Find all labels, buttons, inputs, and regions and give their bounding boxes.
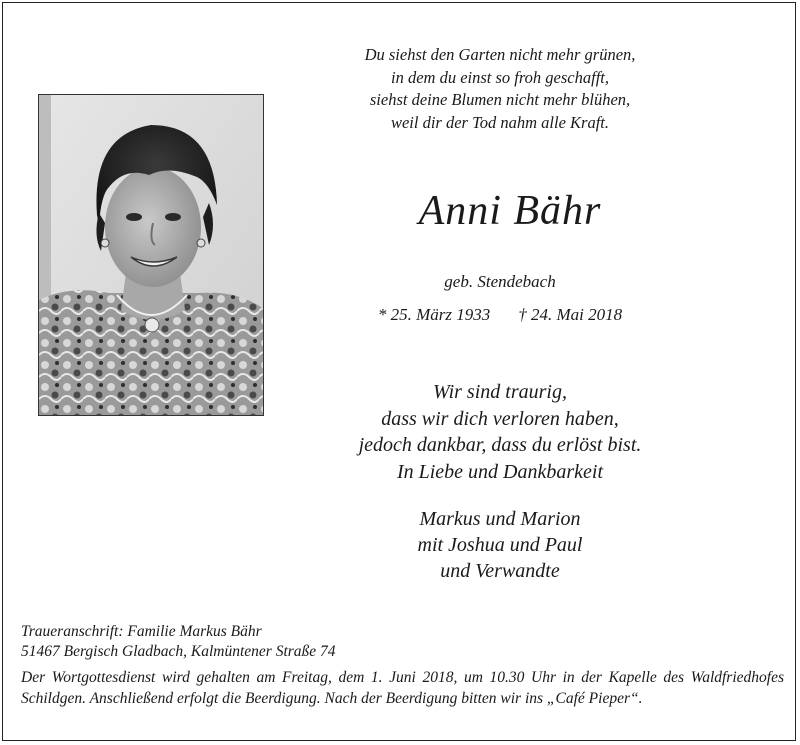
service-info: Der Wortgottesdienst wird gehalten am Freitag, dem 1. Juni 2018, um 10.30 Uhr in der Kapelle des Waldfriedhofes Schildgen. Anschließend erfolgt die Beerdigung. Nach der Beerdigung bitten wir ins „Café Pieper“. [21, 669, 784, 707]
mourner-line: und Verwandte [440, 560, 560, 582]
portrait-photo [38, 94, 264, 416]
life-dates [300, 304, 700, 326]
poem [300, 44, 700, 134]
address-line-1: Traueranschrift: Familie Markus Bähr [21, 623, 262, 640]
mourners [300, 506, 700, 584]
name-text: Anni Bähr [418, 188, 602, 234]
mourner-line: mit Joshua und Paul [417, 534, 583, 556]
birth-date: * 25. März 1933 [377, 305, 491, 324]
mourner-line: Markus und Marion [419, 508, 581, 530]
name-signature [360, 180, 660, 240]
address-line-2: 51467 Bergisch Gladbach, Kalmüntener Straße 74 [21, 643, 336, 660]
mourning-address [21, 622, 721, 662]
verse-line: jedoch dankbar, dass du erlöst bist. [358, 434, 642, 456]
verse-line: dass wir dich verloren haben, [381, 407, 619, 430]
poem-line: Du siehst den Garten nicht mehr grünen, [364, 45, 636, 64]
poem-line: siehst deine Blumen nicht mehr blühen, [369, 90, 631, 109]
mourning-verse [285, 379, 715, 485]
poem-line: weil dir der Tod nahm alle Kraft. [390, 112, 610, 132]
verse-line: Wir sind traurig, [433, 381, 567, 403]
birth-name: geb. Stendebach [444, 272, 556, 291]
deceased-name [360, 180, 660, 240]
verse-line: In Liebe und Dankbarkeit [396, 460, 604, 483]
death-date: † 24. Mai 2018 [518, 305, 623, 324]
portrait-photo-image [39, 95, 264, 416]
poem-line: in dem du einst so froh geschafft, [391, 67, 609, 87]
